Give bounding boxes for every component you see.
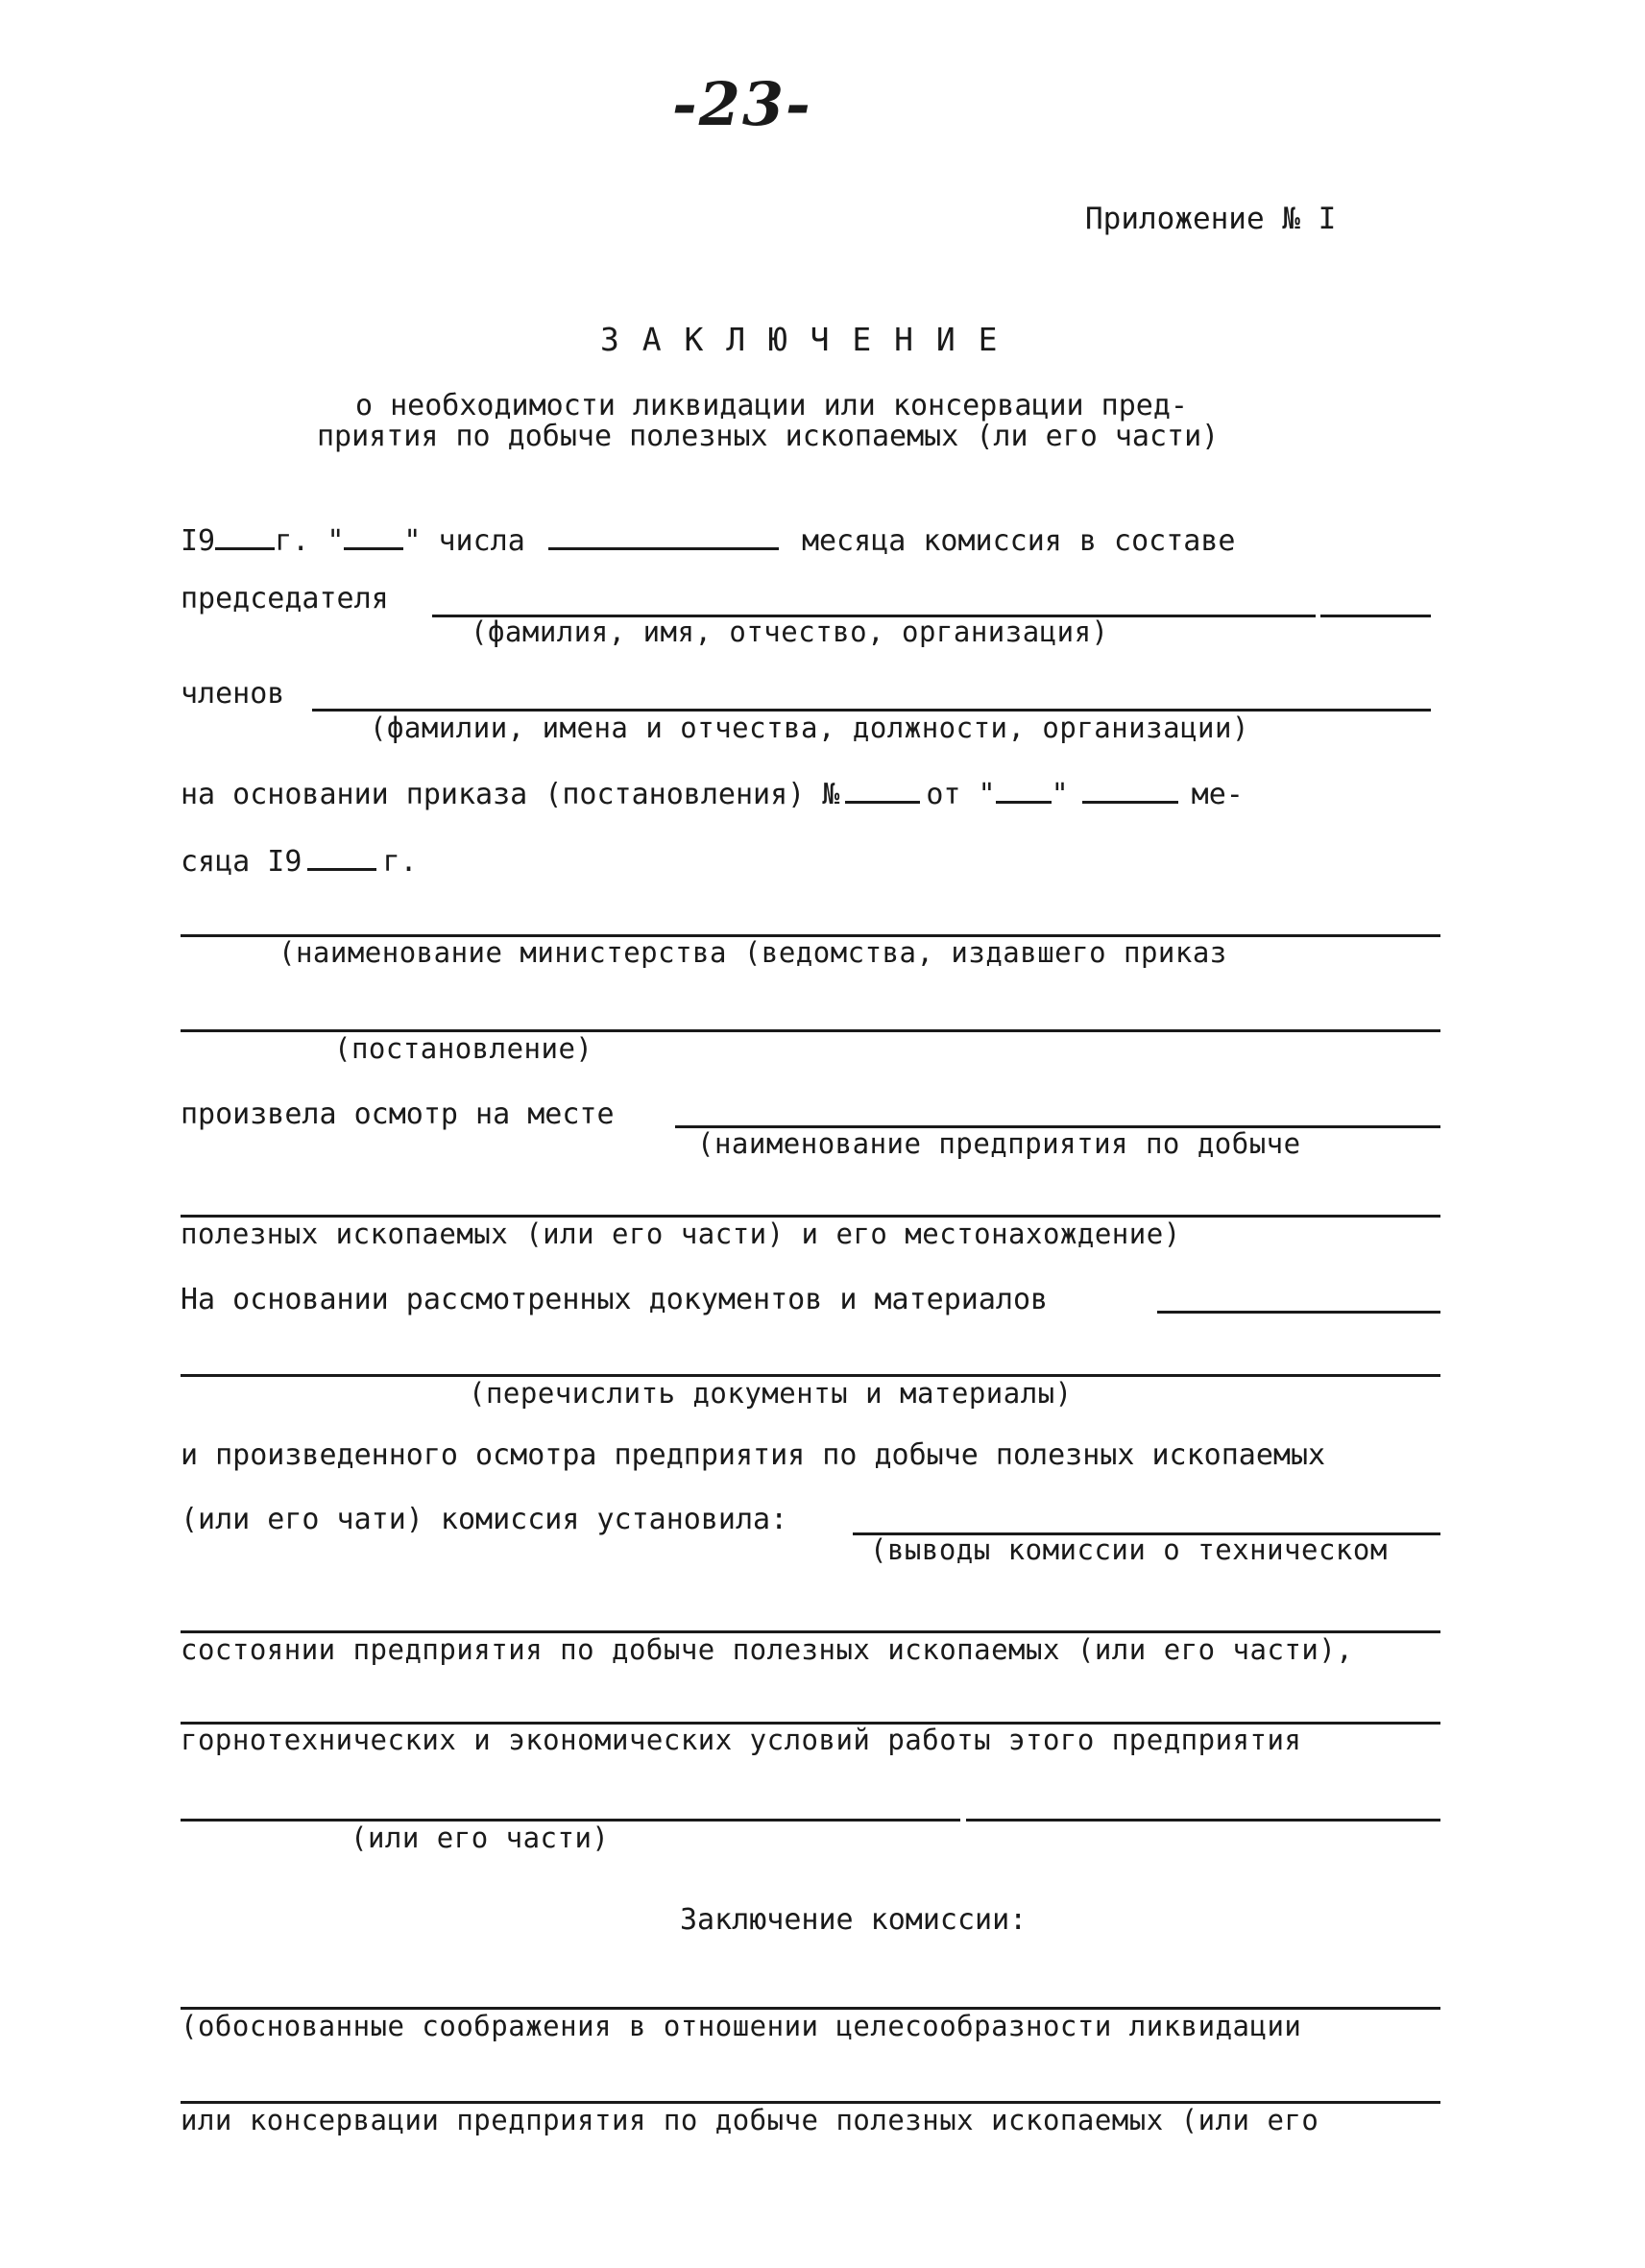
subtitle-line-1: о необходимости ликвидации или консервации пред- bbox=[355, 389, 1188, 422]
month-line bbox=[181, 843, 418, 877]
conclusions-caption-3: горнотехнических и экономических условий работы этого предприятия bbox=[181, 1724, 1302, 1756]
basis-quote-close: " bbox=[1051, 778, 1069, 811]
basis-line bbox=[181, 776, 1244, 809]
inspection-caption: (наименование предприятия по добыче bbox=[697, 1127, 1301, 1160]
order-year-blank[interactable] bbox=[307, 843, 376, 871]
documents-label: На основании рассмотренных документов и материалов bbox=[181, 1283, 1049, 1316]
final-caption-1: (обоснованные соображения в отношении целесообразности ликвидации bbox=[181, 2010, 1302, 2042]
subtitle-line-2: приятия по добыче полезных ископаемых (ли его части) bbox=[317, 420, 1220, 453]
year-prefix: I9 bbox=[181, 524, 216, 558]
page-number: -23- bbox=[672, 69, 812, 139]
chairman-line-extra[interactable] bbox=[1320, 615, 1431, 617]
appendix-label: Приложение № I bbox=[1085, 202, 1337, 236]
basis-from: от " bbox=[926, 778, 996, 811]
documents-line[interactable] bbox=[1157, 1311, 1440, 1314]
resolution-caption: (постановление) bbox=[334, 1032, 593, 1065]
month-label: месяца комиссия в составе bbox=[801, 524, 1236, 558]
established-label: (или его чати) комиссия установила: bbox=[181, 1503, 788, 1536]
quote-close-day: " числа bbox=[403, 524, 525, 558]
documents-caption: (перечислить документы и материалы) bbox=[469, 1377, 1073, 1410]
basis-text: на основании приказа (постановления) № bbox=[181, 778, 840, 811]
month-year-suffix: г. bbox=[382, 845, 418, 879]
established-caption: (выводы комиссии о техническом bbox=[870, 1533, 1388, 1566]
final-caption-2: или консервации предприятия по добыче полезных ископаемых (или его bbox=[181, 2104, 1319, 2136]
document-title: З А К Л Ю Ч Е Н И Е bbox=[600, 321, 1000, 358]
inspection-label: произвела осмотр на месте bbox=[181, 1098, 615, 1131]
basis-month-start: ме- bbox=[1191, 778, 1244, 811]
year-blank[interactable] bbox=[215, 522, 275, 550]
chairman-caption: (фамилия, имя, отчество, организация) bbox=[471, 615, 1109, 648]
established-line-1: и произведенного осмотра предприятия по добыче полезных ископаемых bbox=[181, 1438, 1326, 1472]
date-line bbox=[181, 522, 1235, 556]
year-suffix: г. bbox=[275, 524, 310, 558]
order-number-blank[interactable] bbox=[845, 776, 920, 804]
quote-open: " bbox=[327, 524, 345, 558]
inspection-caption-2: полезных ископаемых (или его части) и его местонахождение) bbox=[181, 1218, 1181, 1250]
members-label: членов bbox=[181, 677, 285, 711]
conclusions-caption-2: состоянии предприятия по добыче полезных ископаемых (или его части), bbox=[181, 1633, 1354, 1666]
day-blank[interactable] bbox=[344, 522, 403, 550]
conclusions-line-4b[interactable] bbox=[966, 1819, 1440, 1822]
commission-heading: Заключение комиссии: bbox=[680, 1903, 1028, 1937]
order-day-blank[interactable] bbox=[996, 776, 1052, 804]
month-blank[interactable] bbox=[548, 522, 779, 550]
month-text: сяца I9 bbox=[181, 845, 302, 879]
chairman-label: председателя bbox=[181, 582, 389, 615]
order-month-blank[interactable] bbox=[1082, 776, 1178, 804]
conclusions-caption-4: (или его части) bbox=[351, 1822, 610, 1854]
members-caption: (фамилии, имена и отчества, должности, организации) bbox=[370, 712, 1249, 744]
ministry-caption: (наименование министерства (ведомства, издавшего приказ bbox=[278, 936, 1227, 969]
